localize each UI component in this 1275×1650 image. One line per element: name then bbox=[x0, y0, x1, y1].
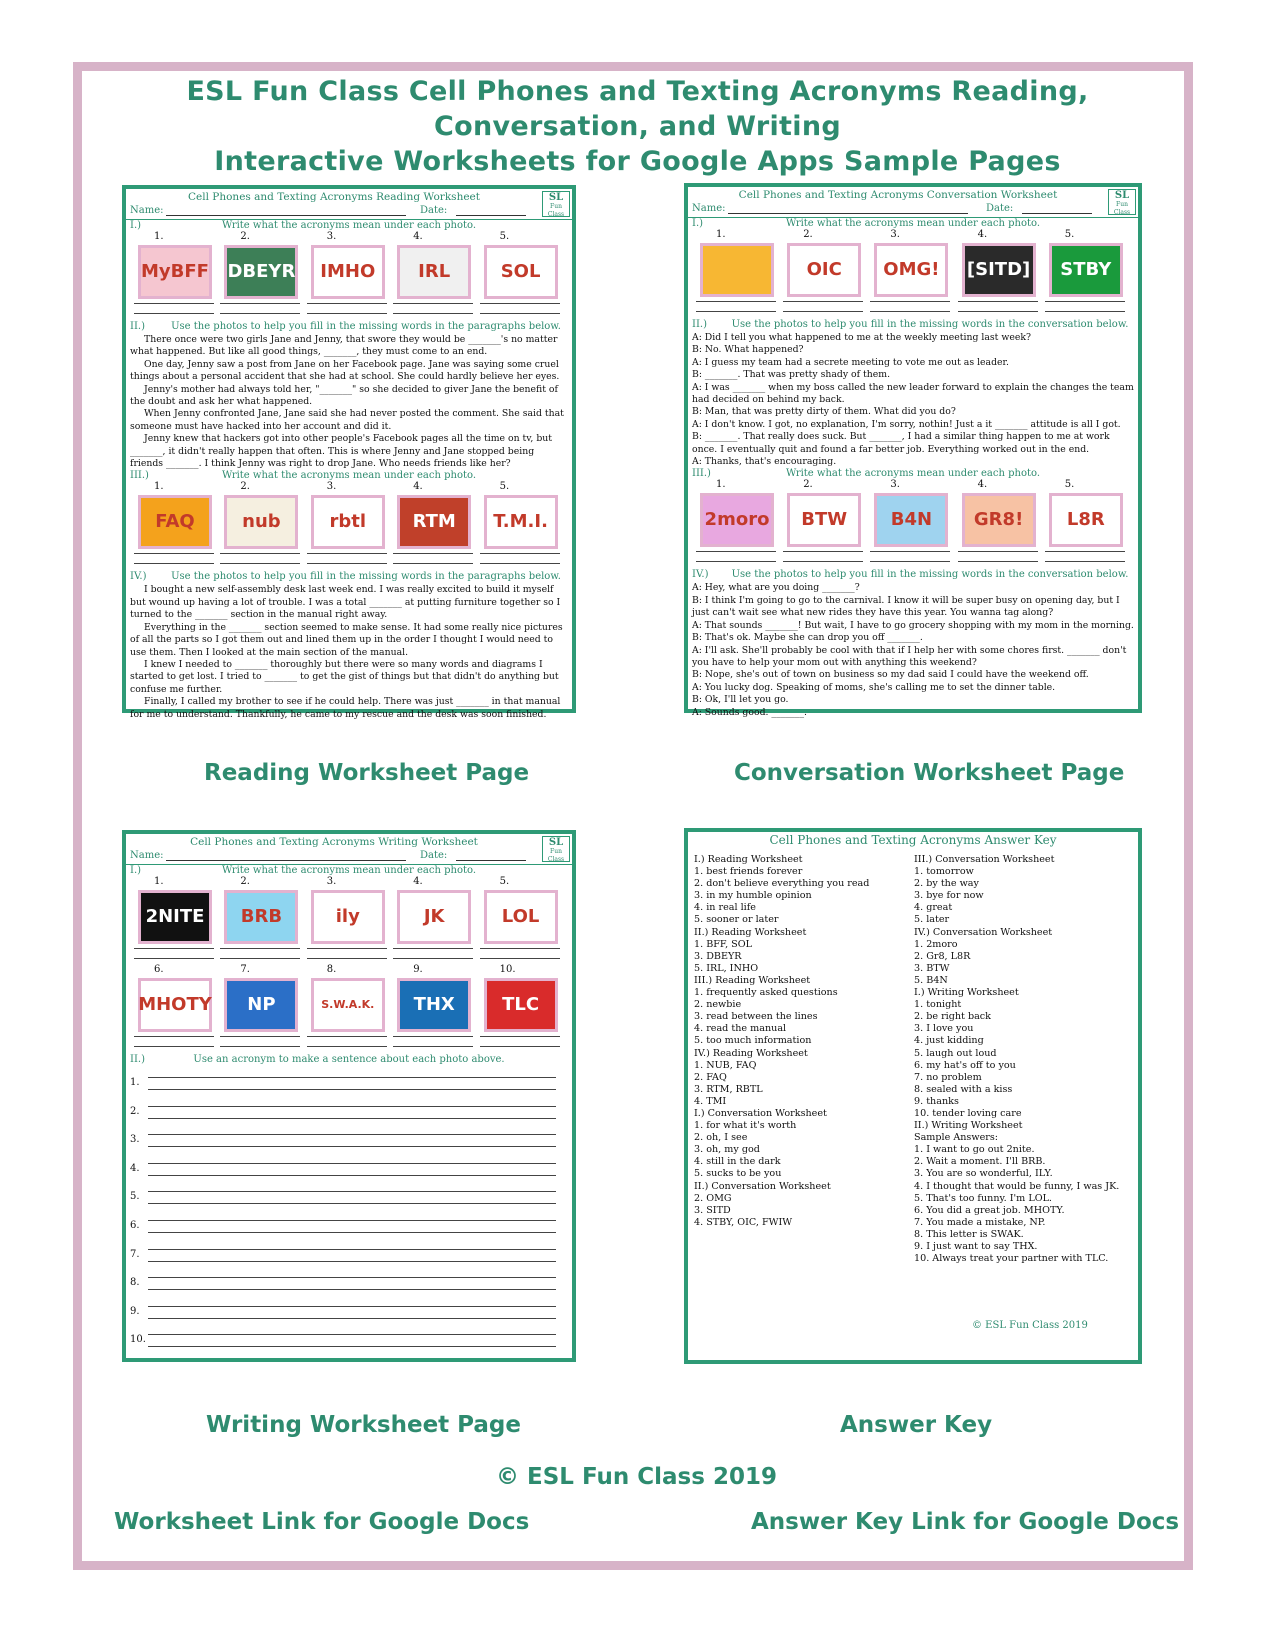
sentence-line: 4. bbox=[126, 1153, 572, 1182]
answer-line bbox=[480, 958, 560, 959]
answer-line bbox=[220, 313, 300, 314]
writing-worksheet-preview[interactable] bbox=[122, 830, 576, 1362]
conversation-lines bbox=[688, 582, 1138, 718]
dialogue-line: A: That sounds _______! But wait, I have to go grocery shopping with my mom in the morning. bbox=[692, 619, 1134, 631]
answer-line bbox=[480, 563, 560, 564]
answer-line: I.) Conversation Worksheet bbox=[694, 1107, 827, 1119]
answer-line bbox=[870, 311, 950, 312]
answer-line bbox=[220, 1046, 300, 1047]
answer-line: 4. just kidding bbox=[914, 1035, 984, 1047]
answer-line: 3. I love you bbox=[914, 1023, 974, 1035]
photo-number: 2. bbox=[240, 876, 250, 887]
acronym-photo: RTM bbox=[397, 495, 471, 549]
answer-line bbox=[1045, 301, 1125, 302]
section-heading: III.) Write what the acronyms mean under each photo. bbox=[692, 468, 1041, 480]
answer-line bbox=[307, 313, 387, 314]
answer-line bbox=[480, 553, 560, 554]
answer-line bbox=[783, 301, 863, 302]
section-heading: I.) Write what the acronyms mean under each photo. bbox=[130, 865, 477, 876]
esl-fun-class-logo: SL Fun Class bbox=[1108, 189, 1136, 215]
acronym-photo: ily bbox=[311, 890, 385, 944]
answer-line: II.) Writing Worksheet bbox=[914, 1120, 1023, 1132]
answer-line bbox=[783, 551, 863, 552]
answer-line: 7. You made a mistake, NP. bbox=[914, 1216, 1046, 1228]
date-line bbox=[456, 215, 526, 216]
answer-line: 2. newbie bbox=[694, 999, 742, 1011]
photo-number: 5. bbox=[1064, 479, 1075, 491]
worksheet-header bbox=[126, 834, 572, 865]
acronym-photo: rbtl bbox=[311, 495, 385, 549]
answer-line bbox=[480, 1036, 560, 1037]
conversation-lines bbox=[688, 332, 1138, 468]
worksheet-header bbox=[688, 187, 1138, 218]
answer-key-link[interactable]: Answer Key Link for Google Docs bbox=[751, 1509, 1180, 1535]
answer-line bbox=[958, 551, 1038, 552]
photo-number: 5. bbox=[499, 231, 510, 242]
dialogue-line: B: _______. That really does suck. But _______, I had a similar thing happen to me at work once. I eventually quit and found a far better job. Everything worked out in the end. bbox=[692, 431, 1110, 455]
acronym-photo: 2NITE bbox=[138, 890, 212, 944]
answer-line: 1. best friends forever bbox=[694, 866, 803, 878]
dialogue-line: A: Hey, what are you doing _______? bbox=[692, 582, 860, 594]
dialogue-line: A: Did I tell you what happened to me at the weekly meeting last week? bbox=[692, 332, 1031, 343]
answer-line: 2. Gr8, L8R bbox=[914, 950, 971, 962]
answer-key-copyright: © ESL Fun Class 2019 bbox=[972, 1320, 1088, 1331]
sentence-line: 8. bbox=[126, 1267, 572, 1296]
answer-line: 3. in my humble opinion bbox=[694, 890, 812, 902]
answer-line: 2. by the way bbox=[914, 878, 979, 890]
answer-line: 3. DBEYR bbox=[694, 950, 742, 962]
sentence-line: 3. bbox=[126, 1124, 572, 1153]
acronym-photo: STBY bbox=[1049, 243, 1123, 297]
photo-number: 3. bbox=[890, 479, 900, 491]
esl-fun-class-logo: SL Fun Class bbox=[542, 836, 570, 862]
reading-paragraphs bbox=[126, 334, 572, 470]
answer-line bbox=[1045, 551, 1125, 552]
section-heading: II.) Use the photos to help you fill in the missing words in the conversation below. bbox=[692, 319, 1129, 330]
answer-line: 5. B4N bbox=[914, 974, 948, 986]
answer-line bbox=[393, 563, 473, 564]
answer-line: II.) Reading Worksheet bbox=[694, 926, 807, 938]
section-heading: IV.) Use the photos to help you fill in the missing words in the paragraphs below. bbox=[130, 571, 561, 583]
answer-line: 2. Wait a moment. I'll BRB. bbox=[914, 1156, 1046, 1168]
reading-worksheet-preview[interactable] bbox=[122, 185, 576, 720]
answer-line bbox=[134, 563, 214, 564]
answer-line bbox=[480, 313, 560, 314]
esl-fun-class-logo: SL Fun Class bbox=[542, 191, 570, 217]
reading-worksheet-label: Reading Worksheet Page bbox=[204, 760, 530, 786]
answer-line bbox=[220, 948, 300, 949]
writing-worksheet-label: Writing Worksheet Page bbox=[206, 1412, 521, 1438]
answer-line bbox=[307, 1046, 387, 1047]
acronym-photo: JK bbox=[397, 890, 471, 944]
answer-line: 4. STBY, OIC, FWIW bbox=[694, 1216, 793, 1228]
answer-line: 5. later bbox=[914, 914, 950, 926]
answer-line bbox=[220, 958, 300, 959]
answer-line bbox=[870, 551, 950, 552]
worksheet-title: Cell Phones and Texting Acronyms Reading Worksheet bbox=[187, 191, 480, 203]
answer-line: 5. IRL, INHO bbox=[694, 962, 759, 974]
answer-line bbox=[1045, 561, 1125, 562]
photo-number: 2. bbox=[803, 479, 813, 491]
answer-line: II.) Conversation Worksheet bbox=[694, 1180, 831, 1192]
answer-line: 3. SITD bbox=[694, 1204, 731, 1216]
worksheet-header bbox=[126, 189, 572, 220]
page-title bbox=[100, 74, 1175, 179]
answer-line bbox=[480, 303, 560, 304]
photo-row bbox=[126, 233, 572, 321]
answer-line bbox=[134, 1046, 214, 1047]
paragraph: One day, Jenny saw a post from Jane on her Facebook page. Jane was saying some cruel things about a personal accident that she had at school. She could hardly believe her eyes. bbox=[130, 358, 560, 383]
answer-line bbox=[393, 1046, 473, 1047]
answer-line: 5. laugh out loud bbox=[914, 1047, 997, 1059]
answer-line bbox=[393, 948, 473, 949]
dialogue-line: B: _______. That was pretty shady of them. bbox=[692, 369, 891, 381]
photo-row bbox=[126, 878, 572, 966]
photo-number: 2. bbox=[240, 481, 250, 493]
photo-number: 8. bbox=[326, 964, 337, 975]
answer-line bbox=[958, 561, 1038, 562]
acronym-photo: TLC bbox=[484, 978, 558, 1032]
acronym-photo: 2moro bbox=[700, 493, 774, 547]
answer-line: Sample Answers: bbox=[914, 1132, 998, 1144]
photo-number: 3. bbox=[326, 231, 337, 242]
answer-line bbox=[134, 553, 214, 554]
answer-line: 5. sooner or later bbox=[694, 914, 779, 926]
answer-line: 9. I just want to say THX. bbox=[914, 1241, 1038, 1252]
date-label: Date: bbox=[420, 850, 448, 861]
answer-line: 2. be right back bbox=[914, 1011, 991, 1023]
answer-line bbox=[958, 301, 1038, 302]
name-label: Name: bbox=[130, 205, 164, 216]
answer-line bbox=[696, 301, 776, 302]
photo-number: 2. bbox=[240, 231, 250, 242]
answer-line bbox=[307, 958, 387, 959]
answer-line: 1. I want to go out 2nite. bbox=[914, 1144, 1035, 1156]
copyright-text: © ESL Fun Class 2019 bbox=[496, 1464, 777, 1490]
answer-line: 5. too much information bbox=[694, 1035, 812, 1047]
answer-line bbox=[134, 1036, 214, 1037]
answer-line: 1. frequently asked questions bbox=[694, 987, 838, 999]
reading-paragraphs bbox=[126, 584, 572, 720]
answer-line: 4. great bbox=[914, 902, 953, 914]
answer-line bbox=[480, 1046, 560, 1047]
answer-line: 1. tonight bbox=[914, 999, 962, 1011]
acronym-photo: LOL bbox=[484, 890, 558, 944]
dialogue-line: B: Ok, I'll let you go. bbox=[692, 694, 789, 706]
answer-line: 4. in real life bbox=[694, 902, 756, 914]
acronym-photo: FAQ bbox=[138, 495, 212, 549]
answer-line: 3. You are so wonderful, ILY. bbox=[914, 1168, 1053, 1180]
acronym-photo: GR8! bbox=[962, 493, 1036, 547]
answer-line: III.) Conversation Worksheet bbox=[914, 854, 1055, 865]
acronym-photo: DBEYR bbox=[224, 245, 298, 299]
acronym-photo: L8R bbox=[1049, 493, 1123, 547]
acronym-photo: THX bbox=[397, 978, 471, 1032]
photo-row bbox=[688, 231, 1138, 319]
photo-number: 1. bbox=[154, 876, 164, 887]
answer-line bbox=[220, 303, 300, 304]
worksheet-title: Cell Phones and Texting Acronyms Writing Worksheet bbox=[190, 836, 478, 848]
answer-line: 9. thanks bbox=[914, 1095, 959, 1107]
answer-line bbox=[1045, 311, 1125, 312]
dialogue-line: B: Nope, she's out of town on business so my dad said I could have the weekend off. bbox=[692, 669, 1089, 681]
sentence-line: 9. bbox=[126, 1296, 572, 1325]
answer-line bbox=[307, 563, 387, 564]
section-heading: I.) Write what the acronyms mean under each photo. bbox=[130, 220, 477, 231]
worksheet-title: Cell Phones and Texting Acronyms Conversation Worksheet bbox=[738, 189, 1058, 201]
paragraph: There once were two girls Jane and Jenny, that swore they would be _______'s no matter what happened. But like all good things, _______, they must come to an end. bbox=[130, 334, 558, 358]
acronym-photo: IRL bbox=[397, 245, 471, 299]
answer-key-preview[interactable] bbox=[684, 828, 1142, 1364]
answer-line: 4. still in the dark bbox=[694, 1156, 781, 1168]
answer-line: 6. You did a great job. MHOTY. bbox=[914, 1204, 1065, 1216]
answer-line: 1. BFF, SOL bbox=[694, 938, 752, 950]
answer-line: 8. sealed with a kiss bbox=[914, 1083, 1013, 1095]
acronym-photo: MHOTY bbox=[138, 978, 212, 1032]
section-heading: IV.) Use the photos to help you fill in the missing words in the conversation below. bbox=[692, 569, 1129, 581]
answer-line bbox=[134, 948, 214, 949]
worksheet-link[interactable]: Worksheet Link for Google Docs bbox=[114, 1509, 530, 1535]
answer-line bbox=[220, 553, 300, 554]
acronym-photo: BTW bbox=[787, 493, 861, 547]
dialogue-line: A: You lucky dog. Speaking of moms, she's calling me to set the dinner table. bbox=[692, 681, 1056, 693]
photo-number: 7. bbox=[240, 964, 250, 975]
dialogue-line: B: No. What happened? bbox=[692, 344, 804, 356]
photo-number: 4. bbox=[413, 481, 423, 493]
answer-line: 3. bye for now bbox=[914, 890, 984, 902]
photo-number: 3. bbox=[326, 876, 337, 887]
answer-line: 3. RTM, RBTL bbox=[694, 1083, 763, 1095]
section-heading: I.) Write what the acronyms mean under each photo. bbox=[692, 218, 1041, 229]
dialogue-line: A: Sounds good. _______. bbox=[692, 706, 807, 718]
paragraph: Everything in the _______ section seemed to make sense. It had some really nice pictures of all the parts so I got them out and lined them up in the order I thought I would need to use them. Then I looked at the main section of the manual. bbox=[130, 621, 563, 658]
dialogue-line: B: I think I'm going to go to the carnival. I know it will be super busy on opening day, but I just can't wait see what new rides they have this year. You wanna tag along? bbox=[692, 594, 1120, 619]
answer-line bbox=[220, 563, 300, 564]
acronym-photo: nub bbox=[224, 495, 298, 549]
answer-line bbox=[393, 1036, 473, 1037]
photo-number: 4. bbox=[413, 876, 423, 887]
answer-line bbox=[393, 313, 473, 314]
answer-line: 3. read between the lines bbox=[694, 1011, 818, 1023]
name-label: Name: bbox=[692, 203, 726, 214]
section-heading: III.) Write what the acronyms mean under each photo. bbox=[130, 470, 477, 482]
dialogue-line: B: That's ok. Maybe she can drop you off _______. bbox=[692, 632, 923, 644]
answer-line: 10. tender loving care bbox=[914, 1107, 1022, 1119]
sentence-line: 1. bbox=[126, 1067, 572, 1096]
answer-line: 2. OMG bbox=[694, 1192, 732, 1204]
answer-line bbox=[696, 561, 776, 562]
photo-number: 4. bbox=[977, 229, 988, 240]
answer-line: 10. Always treat your partner with TLC. bbox=[914, 1253, 1109, 1265]
writing-lines bbox=[126, 1067, 572, 1353]
photo-number: 6. bbox=[154, 964, 164, 975]
acronym-photo: IMHO bbox=[311, 245, 385, 299]
answer-line bbox=[220, 1036, 300, 1037]
answer-key-label: Answer Key bbox=[840, 1412, 993, 1438]
acronym-photo: NP bbox=[224, 978, 298, 1032]
paragraph: When Jenny confronted Jane, Jane said she had never posted the comment. She said that someone must have hacked into her account and did it. bbox=[130, 408, 564, 432]
answer-column-left bbox=[694, 854, 869, 1229]
answer-line bbox=[783, 311, 863, 312]
date-label: Date: bbox=[420, 205, 448, 216]
title-line-1: ESL Fun Class Cell Phones and Texting Acronyms Reading, Conversation, and Writing bbox=[186, 76, 1089, 142]
photo-number: 5. bbox=[499, 876, 510, 887]
photo-number: 4. bbox=[413, 231, 423, 242]
paragraph: I knew I needed to _______ thoroughly but there were so many words and diagrams I started to get lost. I tried to _______ to get the gist of things but that didn't do anything but confuse me further. bbox=[130, 658, 559, 695]
dialogue-line: A: I guess my team had a secrete meeting to vote me out as leader. bbox=[692, 356, 1009, 368]
photo-number: 10. bbox=[499, 964, 516, 975]
answer-line: 6. my hat's off to you bbox=[914, 1059, 1016, 1071]
answer-line bbox=[870, 301, 950, 302]
sentence-line: 10. bbox=[126, 1324, 572, 1353]
answer-line: 2. FAQ bbox=[694, 1071, 727, 1083]
answer-key-title: Cell Phones and Texting Acronyms Answer Key bbox=[769, 833, 1057, 847]
name-label: Name: bbox=[130, 850, 164, 861]
answer-line: 1. tomorrow bbox=[914, 866, 974, 878]
section-heading: II.) Use the photos to help you fill in the missing words in the paragraphs below. bbox=[130, 321, 561, 332]
answer-line: 7. no problem bbox=[914, 1071, 982, 1083]
answer-line: 3. BTW bbox=[914, 962, 950, 974]
answer-line bbox=[307, 1036, 387, 1037]
sentence-line: 6. bbox=[126, 1210, 572, 1239]
answer-line: IV.) Conversation Worksheet bbox=[914, 926, 1053, 938]
answer-column-right bbox=[914, 854, 1119, 1265]
dialogue-line: A: Thanks, that's encouraging. bbox=[692, 456, 837, 468]
photo-number: 1. bbox=[154, 231, 164, 242]
acronym-photo: BRB bbox=[224, 890, 298, 944]
answer-line: 8. This letter is SWAK. bbox=[914, 1228, 1024, 1240]
answer-line bbox=[307, 303, 387, 304]
photo-number: 4. bbox=[977, 479, 988, 491]
section-heading: II.) Use an acronym to make a sentence about each photo above. bbox=[130, 1054, 505, 1065]
photo-number: 9. bbox=[413, 964, 423, 975]
photo-number: 5. bbox=[499, 481, 510, 493]
date-label: Date: bbox=[986, 203, 1014, 214]
photo-number: 3. bbox=[326, 481, 337, 493]
photo-row bbox=[688, 481, 1138, 569]
photo-number: 2. bbox=[803, 229, 813, 240]
name-line bbox=[166, 215, 406, 216]
title-line-2: Interactive Worksheets for Google Apps Sample Pages bbox=[214, 146, 1061, 177]
answer-line bbox=[134, 303, 214, 304]
acronym-photo: T.M.I. bbox=[484, 495, 558, 549]
answer-line: 1. NUB, FAQ bbox=[694, 1059, 757, 1071]
answer-line: 5. That's too funny. I'm LOL. bbox=[914, 1192, 1052, 1204]
dialogue-line: A: I was _______ when my boss called the new leader forward to explain the changes the team had decided on behind my back. bbox=[692, 381, 1134, 406]
dialogue-line: B: Man, that was pretty dirty of them. What did you do? bbox=[692, 406, 956, 418]
answer-line: 1. 2moro bbox=[914, 938, 958, 950]
date-line bbox=[456, 860, 526, 861]
answer-line: 3. oh, my god bbox=[694, 1144, 760, 1156]
acronym-photo: MyBFF bbox=[138, 245, 212, 299]
paragraph: I bought a new self-assembly desk last week end. I was really excited to build it myself but wound up having a lot of trouble. I was a total _______ at putting furniture together so I turned to the _______ section in the manual right away. bbox=[130, 584, 561, 621]
acronym-photo: SOL bbox=[484, 245, 558, 299]
conversation-worksheet-label: Conversation Worksheet Page bbox=[734, 760, 1125, 786]
answer-line bbox=[696, 311, 776, 312]
answer-line bbox=[958, 311, 1038, 312]
answer-line bbox=[870, 561, 950, 562]
acronym-photo: B4N bbox=[874, 493, 948, 547]
answer-line: 2. don't believe everything you read bbox=[694, 878, 870, 890]
answer-line bbox=[783, 561, 863, 562]
name-line bbox=[728, 213, 968, 214]
photo-number: 5. bbox=[1064, 229, 1075, 240]
sentence-line: 5. bbox=[126, 1181, 572, 1210]
answer-line: I.) Reading Worksheet bbox=[694, 854, 803, 865]
answer-line: 4. read the manual bbox=[694, 1023, 787, 1035]
photo-number: 1. bbox=[154, 481, 164, 493]
paragraph: Finally, I called my brother to see if he could help. There was just _______ in that manual for me to understand. Thankfully, he came to my rescue and the desk was soon finished. bbox=[130, 696, 561, 720]
sentence-line: 2. bbox=[126, 1096, 572, 1125]
answer-line bbox=[307, 948, 387, 949]
answer-line bbox=[393, 303, 473, 304]
acronym-photo bbox=[700, 243, 774, 297]
answer-line: 5. sucks to be you bbox=[694, 1168, 782, 1180]
answer-line: 4. TMI bbox=[694, 1095, 727, 1107]
answer-line bbox=[134, 958, 214, 959]
dialogue-line: A: I'll ask. She'll probably be cool with that if I help her with some chores first. _______ don't you have to help your mom out with anything this weekend? bbox=[692, 644, 1127, 668]
answer-line: 1. for what it's worth bbox=[694, 1120, 797, 1132]
name-line bbox=[166, 860, 406, 861]
paragraph: Jenny knew that hackers got into other people's Facebook pages all the time on tv, but _______, it didn't really happen that often. This is where Jenny and Jane stopped being friends _______. I think Jenny was right to drop Jane. Who needs friends like her? bbox=[130, 433, 553, 470]
answer-line bbox=[393, 553, 473, 554]
acronym-photo: S.W.A.K. bbox=[311, 978, 385, 1032]
photo-row bbox=[126, 966, 572, 1054]
paragraph: Jenny's mother had always told her, "_______" so she decided to giver Jane the benefit of the doubt and ask her what happened. bbox=[130, 383, 558, 408]
answer-line: I.) Writing Worksheet bbox=[914, 987, 1019, 999]
answer-line bbox=[134, 313, 214, 314]
photo-row bbox=[126, 483, 572, 571]
answer-line bbox=[307, 553, 387, 554]
photo-number: 1. bbox=[716, 479, 726, 491]
dialogue-line: A: I don't know. I got, no explanation, I'm sorry, nothin! Just a it _______ attitude is all I got. bbox=[692, 418, 1121, 430]
answer-line: III.) Reading Worksheet bbox=[694, 974, 811, 986]
acronym-photo: OIC bbox=[787, 243, 861, 297]
conversation-worksheet-preview[interactable] bbox=[684, 183, 1142, 718]
acronym-photo: [SITD] bbox=[962, 243, 1036, 297]
answer-line bbox=[393, 958, 473, 959]
photo-number: 1. bbox=[716, 229, 726, 240]
answer-line bbox=[696, 551, 776, 552]
answer-line: 2. oh, I see bbox=[694, 1132, 748, 1144]
acronym-photo: OMG! bbox=[874, 243, 948, 297]
answer-line: IV.) Reading Worksheet bbox=[694, 1047, 808, 1059]
answer-line: 4. I thought that would be funny, I was JK. bbox=[914, 1180, 1120, 1192]
date-line bbox=[1022, 213, 1092, 214]
answer-line bbox=[480, 948, 560, 949]
photo-number: 3. bbox=[890, 229, 900, 240]
sentence-line: 7. bbox=[126, 1239, 572, 1268]
